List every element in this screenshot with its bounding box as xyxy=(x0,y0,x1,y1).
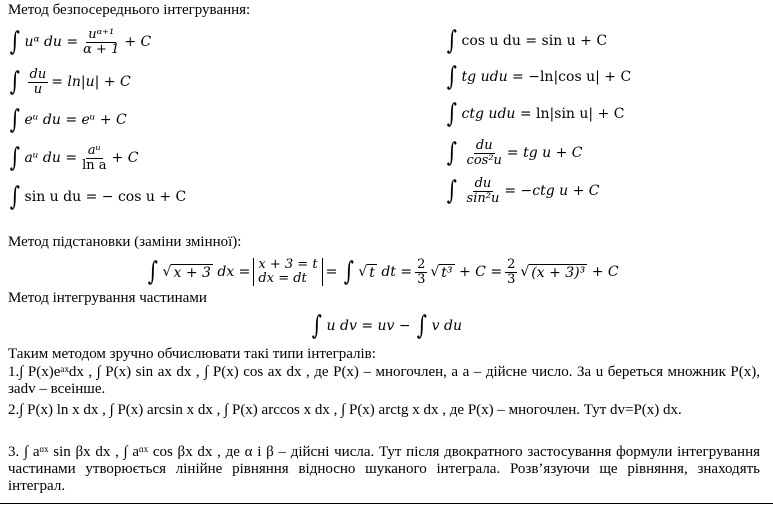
det-top: x + 3 = t xyxy=(258,256,318,272)
heading-integration-by-parts: Метод інтегрування частинами xyxy=(8,290,207,306)
integral-sign-icon: ∫ xyxy=(147,257,158,287)
fraction xyxy=(465,177,502,205)
formula-lhs: uᵅ du xyxy=(24,34,62,50)
formula-exp-a: ∫ aᵘ du = $\frac{\text{aᵘ}}{\text{ln a}}$ + C xyxy=(9,142,139,173)
formula-lhs: eᵘ du xyxy=(24,112,61,128)
integral-sign-icon: ∫ xyxy=(343,257,354,287)
fraction-denominator: 3 xyxy=(507,271,516,287)
det-bottom: dx = dt xyxy=(258,271,307,286)
formula-tail: = eᵘ + C xyxy=(65,112,127,128)
formula-power: ∫ uᵅ du = $\frac{\text{uᵅ⁺¹}}{\alpha + 1}$ + C xyxy=(9,26,152,57)
formula-lhs: ctg udu xyxy=(461,106,516,122)
formula-part: dt = xyxy=(381,264,413,280)
fraction-numerator: aᵘ xyxy=(87,142,101,158)
list-item-2: 2.∫ P(x) ln x dx , ∫ P(x) arcsin x dx , ∫ P(x) arccos x dx , ∫ P(x) arctg x dx , де P(x) – многочлен. Тут dv=P(x) dx. xyxy=(8,402,682,418)
integral-sign-icon: ∫ xyxy=(9,182,20,212)
fraction-denominator: cos²u xyxy=(466,152,502,168)
formula-tg xyxy=(445,60,631,94)
integral-sign-icon: ∫ xyxy=(446,99,457,129)
integral-sign-icon: ∫ xyxy=(9,143,20,173)
integral-sign-icon: ∫ xyxy=(9,105,20,135)
fraction xyxy=(465,139,504,167)
formula-part: + C xyxy=(591,264,619,280)
fraction-denominator: u xyxy=(33,81,43,97)
integral-sign-icon: ∫ xyxy=(446,176,457,206)
formula-tail: = −ln|cos u| + C xyxy=(512,69,632,85)
integral-sign-icon: ∫ xyxy=(416,311,427,341)
list-item-3: 3. ∫ aᵅˣ sin βx dx , ∫ aᵅˣ cos βx dx , де α і β – дійсні числа. Тут після двократного застосування формули інтегрування частинами утворюється лінійне рівняння відносно шуканого інтеграла. Розв’язуючи ще рівняння, знаходять інтеграл. xyxy=(8,444,760,494)
formula-lhs: sin u du xyxy=(24,189,82,205)
substitution-determinant xyxy=(253,258,322,287)
formula-tail: = −ctg u + C xyxy=(504,183,600,199)
heading-direct-integration: Метод безпосереднього інтегрування: xyxy=(8,2,251,18)
formula-tail: = sin u + C xyxy=(525,33,608,49)
formula-tail: = − cos u + C xyxy=(85,189,187,205)
formula-csc2 xyxy=(445,170,600,212)
formula-tail: + C xyxy=(124,34,152,50)
formula-tail: + C xyxy=(111,150,139,166)
formula-exp xyxy=(8,103,127,137)
fraction-denominator: α + 1 xyxy=(83,41,120,57)
fraction-numerator: du xyxy=(475,137,493,153)
fraction-numerator: 2 xyxy=(507,256,516,272)
integral-sign-icon: ∫ xyxy=(311,311,322,341)
intro-text: Таким методом зручно обчислювати такі типи інтегралів: xyxy=(8,346,376,362)
fraction xyxy=(415,258,427,286)
formula-log xyxy=(8,62,131,102)
fraction xyxy=(505,258,517,286)
equals-sign: = xyxy=(325,264,338,280)
fraction-numerator: 2 xyxy=(417,256,426,272)
formula-tail: = ln|u| + C xyxy=(51,74,131,90)
formula-lhs: u dv = uv − xyxy=(326,318,411,334)
fraction xyxy=(28,68,49,96)
fraction xyxy=(80,144,108,172)
integral-sign-icon: ∫ xyxy=(446,138,457,168)
formula-part: dx = xyxy=(217,264,251,280)
fraction-denominator: 3 xyxy=(417,271,426,287)
formula-tail: = ln|sin u| + C xyxy=(519,106,625,122)
fraction-numerator: uᵅ⁺¹ xyxy=(88,26,115,42)
integral-sign-icon: ∫ xyxy=(9,27,20,57)
radicand: x + 3 xyxy=(173,264,211,281)
formula-cos xyxy=(445,24,607,58)
formula-ctg xyxy=(445,97,624,131)
formula-by-parts xyxy=(310,308,462,344)
bottom-rule xyxy=(0,503,773,504)
radicand: t³ xyxy=(441,264,453,281)
heading-substitution: Метод підстановки (заміни змінної): xyxy=(8,234,242,250)
radicand: (x + 3)³ xyxy=(531,264,586,281)
formula-sin xyxy=(8,180,186,214)
fraction-denominator: ln a xyxy=(82,157,107,173)
integral-sign-icon: ∫ xyxy=(446,62,457,92)
fraction-denominator: sin²u xyxy=(466,190,500,206)
formula-rhs: v du xyxy=(431,318,462,334)
formula-lhs: cos u du xyxy=(461,33,521,49)
integral-sign-icon: ∫ xyxy=(446,26,457,56)
formula-tail: = tg u + C xyxy=(506,145,583,161)
fraction-numerator: du xyxy=(29,66,47,82)
formula-sec2 xyxy=(445,132,583,174)
formula-part: + C = xyxy=(459,264,503,280)
formula-substitution: ∫ √ x + 3 dx = x + 3 = t dx = dt = ∫ √ t dt = $\frac{2}{3}$ √ t³ + C = $\frac{2}{3}$ √ (x + 3)³ + C xyxy=(147,256,619,287)
fraction-numerator: du xyxy=(474,175,492,191)
formula-lhs: aᵘ du xyxy=(24,150,61,166)
formula-lhs: tg udu xyxy=(461,69,508,85)
integral-sign-icon: ∫ xyxy=(9,67,20,97)
radicand: t xyxy=(369,264,375,281)
list-item-1: 1.∫ P(x)eᵃˣdx , ∫ P(x) sin ax dx , ∫ P(x) cos ax dx , де P(x) – многочлен, а a – дійсне число. За u береться множник P(x), заdv – всеінше. xyxy=(8,364,760,397)
fraction xyxy=(81,28,121,56)
